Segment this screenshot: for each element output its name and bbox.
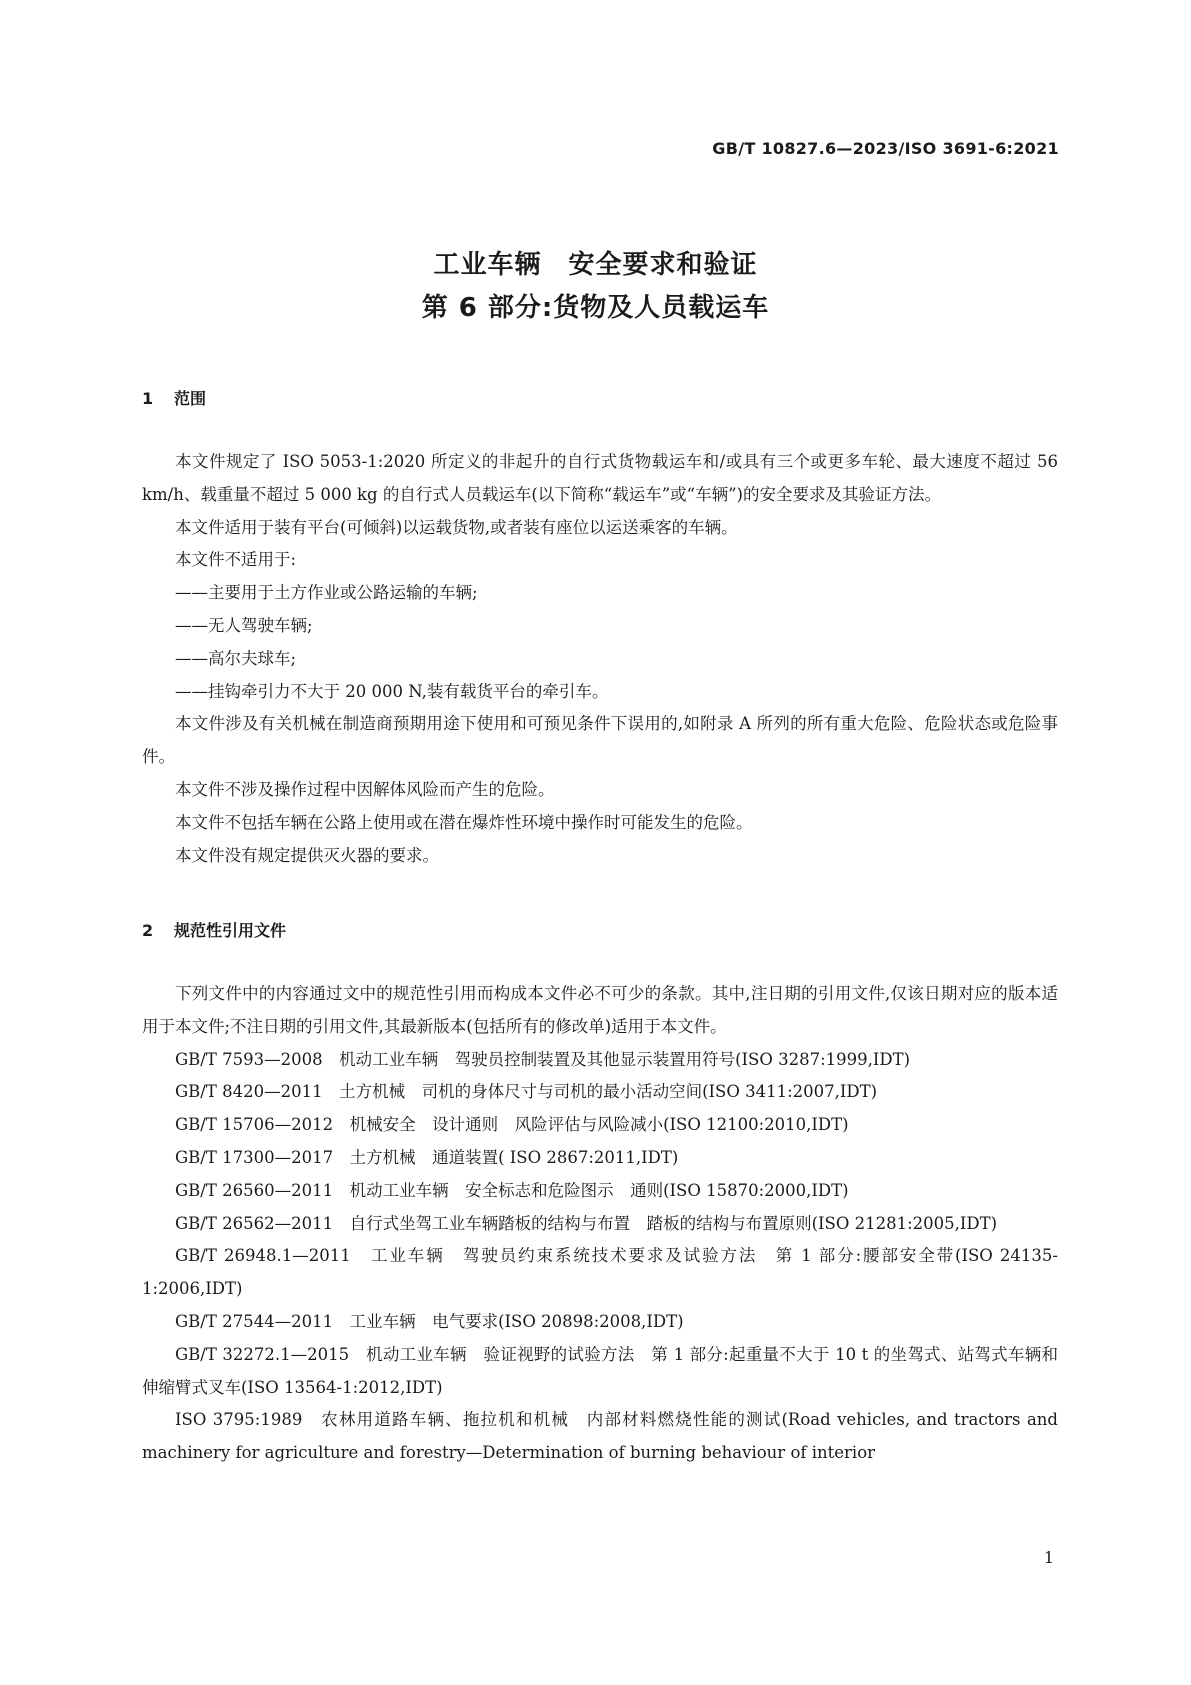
document-title-line1: 工业车辆 安全要求和验证 [433,250,758,280]
document-title-line2: 第 6 部分:货物及人员载运车 [421,293,770,323]
reference-item: GB/T 32272.1—2015 机动工业车辆 验证视野的试验方法 第 1 部分:起重量不大于 10 t 的坐驾式、站驾式车辆和伸缩臂式叉车(ISO 13564-1:2012,IDT) [142,1344,1058,1397]
paragraph: 本文件涉及有关机械在制造商预期用途下使用和可预见条件下误用的,如附录 A 所列的所有重大危险、危险状态或危险事件。 [142,714,1058,767]
reference-item: GB/T 17300—2017 土方机械 通道装置( ISO 2867:2011,IDT) [175,1147,679,1167]
list-item: ——挂钩牵引力不大于 20 000 N,装有载货平台的牵引车。 [175,681,609,701]
reference-item: GB/T 7593—2008 机动工业车辆 驾驶员控制装置及其他显示装置用符号(ISO 3287:1999,IDT) [175,1049,911,1069]
section-heading-normative-references [142,918,286,941]
paragraph: 本文件适用于装有平台(可倾斜)以运载货物,或者装有座位以运送乘客的车辆。 [175,517,738,537]
section-body-normative-references [142,978,1058,1470]
section-title: 规范性引用文件 [174,921,287,940]
reference-item: GB/T 8420—2011 土方机械 司机的身体尺寸与司机的最小活动空间(ISO 3411:2007,IDT) [175,1082,878,1102]
paragraph: 下列文件中的内容通过文中的规范性引用而构成本文件必不可少的条款。其中,注日期的引用文件,仅该日期对应的版本适用于本文件;不注日期的引用文件,其最新版本(包括所有的修改单)适用于本文件。 [142,984,1058,1036]
reference-item: GB/T 26948.1—2011 工业车辆 驾驶员约束系统技术要求及试验方法 第 1 部分:腰部安全带(ISO 24135-1:2006,IDT) [142,1246,1058,1299]
page-number: 1 [1043,1548,1054,1567]
paragraph: 本文件不包括车辆在公路上使用或在潜在爆炸性环境中操作时可能发生的危险。 [175,812,753,832]
list-item: ——无人驾驶车辆; [175,615,313,635]
reference-item: ISO 3795:1989 农林用道路车辆、拖拉机和机械 内部材料燃烧性能的测试(Road vehicles, and tractors and machinery for agriculture and forestry—Determination of burning behaviour of interior [142,1410,1058,1463]
reference-item: GB/T 26562—2011 自行式坐驾工业车辆踏板的结构与布置 踏板的结构与布置原则(ISO 21281:2005,IDT) [175,1213,998,1233]
paragraph: 本文件不涉及操作过程中因解体风险而产生的危险。 [175,779,555,799]
reference-item: GB/T 27544—2011 工业车辆 电气要求(ISO 20898:2008,IDT) [175,1311,684,1331]
section-body-scope [142,446,1058,872]
paragraph: 本文件不适用于: [175,550,297,570]
standard-code: GB/T 10827.6—2023/ISO 3691-6:2021 [712,139,1059,158]
list-item: ——主要用于土方作业或公路运输的车辆; [175,583,478,603]
paragraph: 本文件规定了 ISO 5053-1:2020 所定义的非起升的自行式货物载运车和/或具有三个或更多车轮、最大速度不超过 56 km/h、载重量不超过 5 000 kg 的自行式人员载运车(以下简称“载运车”或“车辆”)的安全要求及其验证方法。 [142,452,1058,504]
section-heading-scope [142,386,206,409]
section-number: 2 [142,921,154,940]
reference-item: GB/T 26560—2011 机动工业车辆 安全标志和危险图示 通则(ISO 15870:2000,IDT) [175,1180,849,1200]
paragraph: 本文件没有规定提供灭火器的要求。 [175,845,439,865]
list-item: ——高尔夫球车; [175,648,297,668]
reference-item: GB/T 15706—2012 机械安全 设计通则 风险评估与风险减小(ISO 12100:2010,IDT) [175,1115,849,1135]
section-number: 1 [142,389,154,408]
section-title: 范围 [174,389,207,408]
